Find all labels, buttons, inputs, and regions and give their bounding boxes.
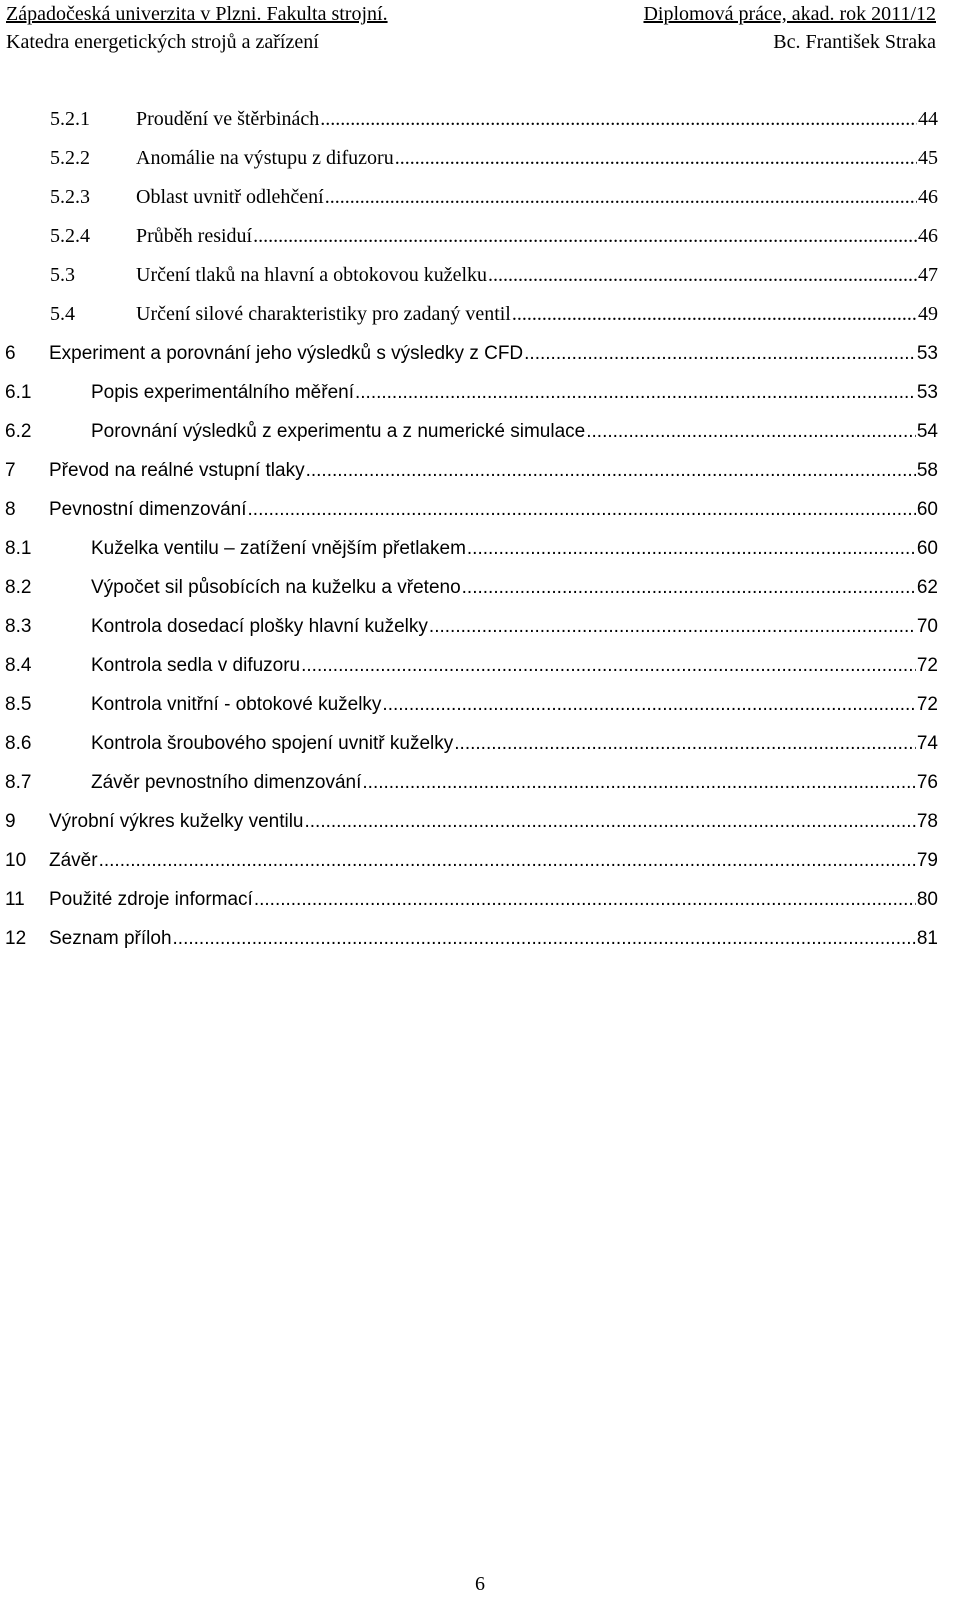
toc-entry-page: 81 — [916, 928, 938, 949]
toc-entry[interactable] — [0, 451, 938, 490]
toc-leader-dots — [325, 178, 917, 217]
toc-leader-dots — [395, 139, 917, 178]
toc-leader-dots — [362, 763, 915, 802]
toc-entry[interactable] — [0, 412, 938, 451]
toc-leader-dots — [253, 217, 917, 256]
toc-entry-page: 58 — [916, 460, 938, 481]
toc-entry-title: Popis experimentálního měření — [91, 382, 354, 403]
toc-entry-page: 76 — [916, 772, 938, 793]
toc-entry-number: 7 — [5, 460, 16, 481]
toc-entry[interactable] — [0, 373, 938, 412]
toc-entry-number: 8.3 — [5, 616, 32, 637]
toc-entry-title: Výrobní výkres kuželky ventilu — [49, 811, 304, 832]
toc-entry-title: Oblast uvnitř odlehčení — [136, 186, 324, 208]
toc-entry[interactable] — [0, 763, 938, 802]
toc-entry-number: 6.1 — [5, 382, 32, 403]
header-row-2 — [6, 28, 936, 56]
toc-entry[interactable] — [0, 334, 938, 373]
toc-leader-dots — [586, 412, 916, 451]
toc-leader-dots — [454, 724, 916, 763]
toc-entry-page: 53 — [916, 382, 938, 403]
toc-entry-title: Kuželka ventilu – zatížení vnějším přetlakem — [91, 538, 466, 559]
toc-leader-dots — [99, 841, 916, 880]
page-header — [6, 0, 936, 56]
toc-entry[interactable] — [0, 295, 938, 334]
toc-leader-dots — [301, 646, 916, 685]
author-name: Bc. František Straka — [773, 31, 936, 53]
toc-entry[interactable] — [0, 607, 938, 646]
toc-entry-number: 12 — [5, 928, 27, 949]
toc-entry[interactable] — [0, 178, 938, 217]
toc-entry[interactable] — [0, 100, 938, 139]
toc-entry[interactable] — [0, 490, 938, 529]
toc-entry[interactable] — [0, 217, 938, 256]
toc-entry-title: Porovnání výsledků z experimentu a z numerické simulace — [91, 421, 586, 442]
thesis-info: Diplomová práce, akad. rok 2011/12 — [643, 3, 936, 25]
toc-leader-dots — [524, 334, 916, 373]
toc-leader-dots — [248, 490, 916, 529]
toc-entry[interactable] — [0, 802, 938, 841]
toc-entry-title: Převod na reálné vstupní tlaky — [49, 460, 305, 481]
toc-entry[interactable] — [0, 646, 938, 685]
toc-entry-title: Pevnostní dimenzování — [49, 499, 247, 520]
toc-entry-page: 47 — [918, 264, 938, 286]
toc-leader-dots — [320, 100, 917, 139]
toc-entry-title: Kontrola šroubového spojení uvnitř kuželky — [91, 733, 454, 754]
toc-entry-number: 8.5 — [5, 694, 32, 715]
toc-entry-title: Kontrola sedla v difuzoru — [91, 655, 301, 676]
department-name: Katedra energetických strojů a zařízení — [6, 31, 319, 53]
toc-entry-page: 72 — [916, 655, 938, 676]
toc-entry-title: Závěr pevnostního dimenzování — [91, 772, 362, 793]
toc-entry-number: 5.2.1 — [50, 108, 90, 130]
toc-entry-page: 44 — [918, 108, 938, 130]
toc-entry-page: 78 — [916, 811, 938, 832]
page-number: 6 — [475, 1573, 485, 1595]
toc-leader-dots — [429, 607, 916, 646]
toc-entry[interactable] — [0, 919, 938, 958]
toc-leader-dots — [305, 802, 916, 841]
toc-entry-number: 8.7 — [5, 772, 32, 793]
toc-entry-number: 9 — [5, 811, 16, 832]
header-row-1 — [6, 0, 936, 28]
toc-entry-number: 8 — [5, 499, 16, 520]
toc-leader-dots — [512, 295, 917, 334]
toc-entry-number: 5.2.2 — [50, 147, 90, 169]
toc-leader-dots — [462, 568, 916, 607]
toc-leader-dots — [254, 880, 916, 919]
toc-entry-title: Proudění ve štěrbinách — [136, 108, 320, 130]
toc-entry[interactable] — [0, 880, 938, 919]
toc-entry-number: 5.4 — [50, 303, 75, 325]
toc-entry-title: Určení tlaků na hlavní a obtokovou kuželku — [136, 264, 488, 286]
toc-entry-number: 6.2 — [5, 421, 32, 442]
toc-entry-number: 8.6 — [5, 733, 32, 754]
toc-entry[interactable] — [0, 724, 938, 763]
university-name: Západočeská univerzita v Plzni. Fakulta strojní. — [6, 3, 388, 25]
toc-leader-dots — [488, 256, 917, 295]
toc-entry-number: 10 — [5, 850, 27, 871]
toc-leader-dots — [382, 685, 915, 724]
toc-entry[interactable] — [0, 841, 938, 880]
toc-entry-page: 70 — [916, 616, 938, 637]
toc-entry-page: 62 — [916, 577, 938, 598]
toc-entry-page: 46 — [918, 225, 938, 247]
toc-entry-title: Průběh residuí — [136, 225, 253, 247]
toc-entry-number: 8.1 — [5, 538, 32, 559]
toc-entry-page: 49 — [918, 303, 938, 325]
toc-entry-title: Kontrola dosedací plošky hlavní kuželky — [91, 616, 428, 637]
toc-entry[interactable] — [0, 529, 938, 568]
toc-entry[interactable] — [0, 685, 938, 724]
toc-entry-page: 79 — [916, 850, 938, 871]
toc-entry-number: 8.4 — [5, 655, 32, 676]
toc-entry-page: 60 — [916, 499, 938, 520]
toc-entry[interactable] — [0, 256, 938, 295]
toc-entry[interactable] — [0, 568, 938, 607]
toc-entry-title: Použité zdroje informací — [49, 889, 253, 910]
toc-entry-title: Určení silové charakteristiky pro zadaný ventil — [136, 303, 511, 325]
toc-entry-title: Anomálie na výstupu z difuzoru — [136, 147, 394, 169]
toc-entry-page: 80 — [916, 889, 938, 910]
toc-entry-number: 11 — [5, 889, 25, 910]
toc-entry-page: 72 — [916, 694, 938, 715]
toc-entry-number: 5.2.3 — [50, 186, 90, 208]
toc-leader-dots — [467, 529, 916, 568]
toc-entry-title: Seznam příloh — [49, 928, 172, 949]
toc-entry-number: 5.2.4 — [50, 225, 90, 247]
toc-entry-page: 74 — [916, 733, 938, 754]
toc-leader-dots — [306, 451, 916, 490]
toc-leader-dots — [173, 919, 916, 958]
toc-entry-number: 6 — [5, 343, 16, 364]
toc-entry-page: 45 — [918, 147, 938, 169]
toc-entry-page: 60 — [916, 538, 938, 559]
toc-entry-title: Výpočet sil působících na kuželku a vřeteno — [91, 577, 461, 598]
toc-entry-number: 5.3 — [50, 264, 75, 286]
toc-entry-title: Kontrola vnitřní - obtokové kuželky — [91, 694, 382, 715]
toc-entry-page: 46 — [918, 186, 938, 208]
toc-leader-dots — [355, 373, 916, 412]
toc-entry-title: Experiment a porovnání jeho výsledků s výsledky z CFD — [49, 343, 524, 364]
toc-entry[interactable] — [0, 139, 938, 178]
toc-entry-page: 53 — [916, 343, 938, 364]
toc-entry-number: 8.2 — [5, 577, 32, 598]
table-of-contents — [0, 100, 938, 958]
toc-entry-page: 54 — [916, 421, 938, 442]
toc-entry-title: Závěr — [49, 850, 98, 871]
